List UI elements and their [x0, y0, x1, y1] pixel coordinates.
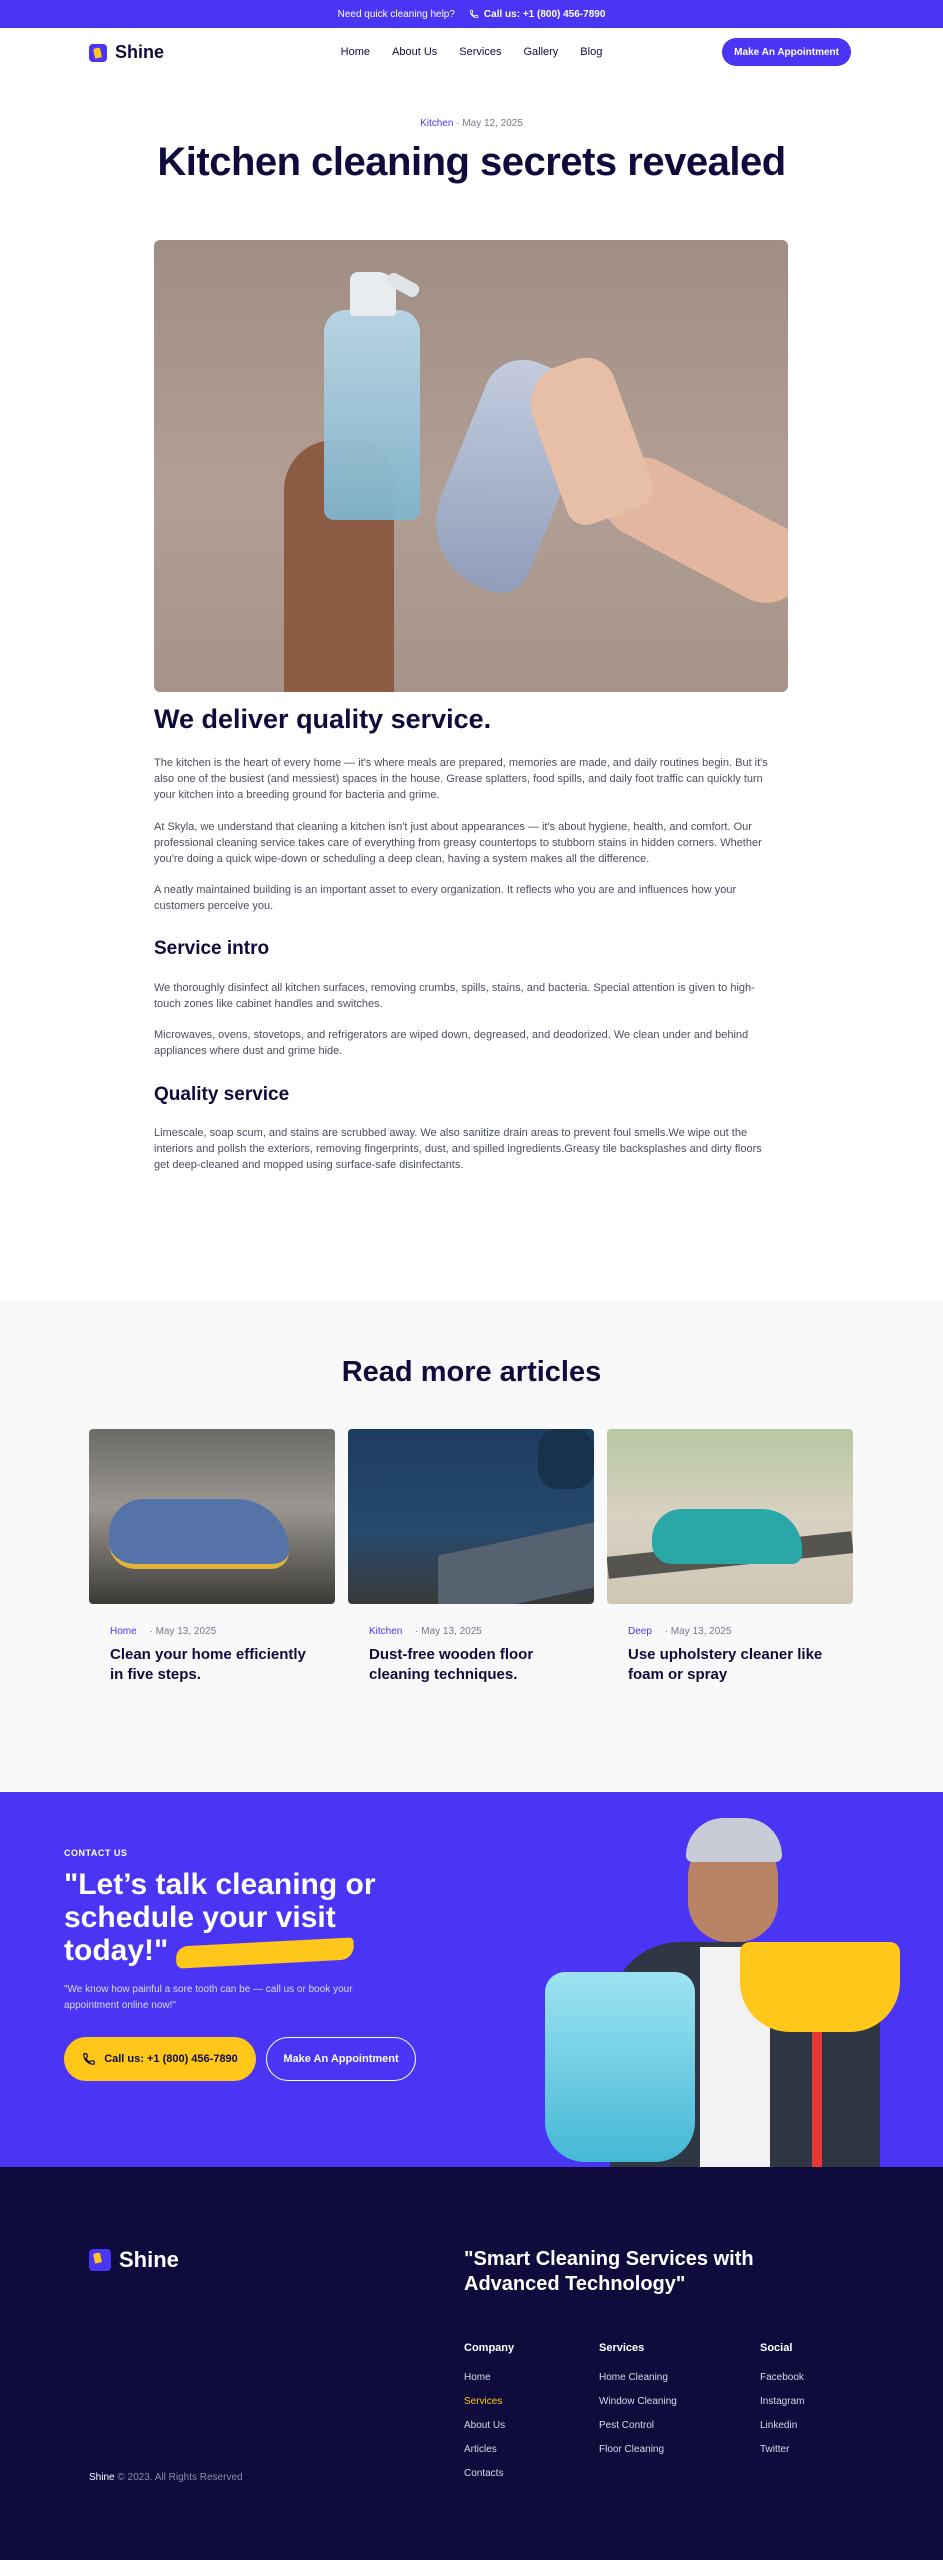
- quality-service-heading: Quality service: [154, 1084, 290, 1105]
- article-paragraph: At Skyla, we understand that cleaning a kitchen isn't just about appearances — it's about hygiene, health, and comfort. Our professional cleaning service takes care of everything from greasy countertops to stubborn stains in hidden corners. Whether you're doing a quick wipe-down or scheduling a deep clean, having a system makes all the difference.: [154, 821, 762, 865]
- meta-separator: ·: [664, 1626, 671, 1637]
- hero-image: [154, 240, 788, 692]
- appointment-button[interactable]: Make An Appointment: [266, 2037, 416, 2081]
- phone-icon: [82, 2052, 96, 2066]
- copyright-text: © 2023. All Rights Reserved: [117, 2472, 243, 2483]
- cleaning-bucket-shape: [545, 1972, 695, 2162]
- footer-link-services[interactable]: Services: [464, 2396, 503, 2407]
- article-card[interactable]: [89, 1429, 335, 1685]
- top-bar-call-text: Call us: +1 (800) 456-7890: [483, 8, 606, 20]
- contact-cta-section: [0, 1792, 943, 2167]
- post-meta: [0, 118, 943, 129]
- nav-item-home[interactable]: Home: [340, 46, 371, 58]
- appointment-button[interactable]: Make An Appointment: [722, 38, 851, 66]
- article-thumbnail: [89, 1429, 335, 1604]
- top-bar-message: Need quick cleaning help?: [337, 8, 455, 20]
- broom-shape: [740, 1942, 900, 2032]
- related-articles-section: [0, 1300, 943, 1792]
- spray-bottle-shape: [324, 310, 420, 520]
- footer-link-pest-control[interactable]: Pest Control: [599, 2420, 655, 2431]
- article-card-category: Home: [110, 1626, 137, 1637]
- footer-link-floor-cleaning[interactable]: Floor Cleaning: [599, 2444, 665, 2455]
- article-thumbnail: [348, 1429, 594, 1604]
- article-card[interactable]: [607, 1429, 853, 1685]
- contact-subtext: "We know how painful a sore tooth can be — call us or book your appointment online now!": [64, 1984, 353, 2011]
- article-card-date: May 13, 2025: [421, 1626, 482, 1637]
- nav-item-gallery[interactable]: Gallery: [523, 46, 559, 58]
- post-category-link[interactable]: Kitchen: [420, 118, 454, 129]
- intro-paragraph: We thoroughly disinfect all kitchen surfaces, removing crumbs, spills, stains, and bacteria. Special attention is given to high-touch zones like cabinet handles and switches.: [154, 982, 755, 1010]
- meta-separator: ·: [149, 1626, 156, 1637]
- article-card-title: Use upholstery cleaner like foam or spray: [628, 1646, 823, 1683]
- call-us-label: Call us: +1 (800) 456-7890: [104, 2053, 238, 2065]
- nav-item-services[interactable]: Services: [459, 46, 502, 58]
- article-card-meta: [607, 1626, 853, 1637]
- top-bar: [0, 0, 943, 28]
- footer-brand-logo[interactable]: [89, 2247, 179, 2273]
- footer-link-facebook[interactable]: Facebook: [760, 2372, 804, 2383]
- brush-logo-icon: [89, 2249, 111, 2271]
- related-articles-title: Read more articles: [341, 1356, 602, 1388]
- service-intro-heading: Service intro: [154, 938, 270, 959]
- footer-quote: "Smart Cleaning Services with Advanced Technology": [464, 2248, 754, 2295]
- article-card-category: Kitchen: [369, 1626, 403, 1637]
- footer-column-services: [599, 2342, 677, 2468]
- article-card-category: Deep: [628, 1626, 652, 1637]
- top-bar-call-link[interactable]: [469, 9, 605, 20]
- footer-link-home[interactable]: Home: [464, 2372, 491, 2383]
- footer-link-contacts[interactable]: Contacts: [464, 2468, 504, 2479]
- quality-paragraph: Limescale, soap scum, and stains are scrubbed away. We also sanitize drain areas to prevent foul smells.We wipe out the interiors and polish the exteriors, removing fingerprints, dust, and spilled ingredients.Greasy tile backsplashes and dirty floors get deep-cleaned and mopped using surface-safe disinfectants.: [154, 1127, 762, 1171]
- footer-column-company: [464, 2342, 514, 2492]
- copyright: [89, 2472, 243, 2483]
- copyright-brand: Shine: [89, 2472, 115, 2483]
- article-card-meta: [89, 1626, 335, 1637]
- brand-name: Shine: [115, 42, 165, 62]
- footer-link-home-cleaning[interactable]: Home Cleaning: [599, 2372, 668, 2383]
- intro-paragraph: Microwaves, ovens, stovetops, and refrigerators are wiped down, degreased, and deodorized. We clean under and behind appliances where dust and grime hide.: [154, 1029, 749, 1057]
- footer-brand-name: Shine: [119, 2247, 179, 2272]
- footer-link-twitter[interactable]: Twitter: [760, 2444, 790, 2455]
- footer-column-heading: Social: [760, 2342, 793, 2354]
- contact-eyebrow: CONTACT US: [64, 1848, 128, 1858]
- article-card-date: May 13, 2025: [155, 1626, 217, 1637]
- meta-separator: ·: [415, 1626, 422, 1637]
- post-date: May 12, 2025: [462, 118, 523, 129]
- footer-column-social: [760, 2342, 804, 2468]
- worker-cap-shape: [686, 1818, 782, 1862]
- footer-link-window-cleaning[interactable]: Window Cleaning: [599, 2396, 677, 2407]
- article-thumbnail: [607, 1429, 853, 1604]
- article-card-title: Clean your home efficiently in five steps.: [110, 1646, 306, 1683]
- footer-link-about[interactable]: About Us: [464, 2420, 506, 2431]
- meta-separator: ·: [456, 118, 463, 129]
- article-card-date: May 13, 2025: [670, 1626, 732, 1637]
- nav-item-blog[interactable]: Blog: [580, 46, 603, 58]
- article-paragraph: A neatly maintained building is an important asset to every organization. It reflects who you are and influences how your customers perceive you.: [154, 884, 737, 912]
- article-heading: We deliver quality service.: [154, 704, 492, 734]
- footer-link-linkedin[interactable]: Linkedin: [760, 2420, 798, 2431]
- phone-icon: [469, 9, 479, 19]
- call-us-button[interactable]: [64, 2037, 256, 2081]
- post-title: Kitchen cleaning secrets revealed: [157, 140, 786, 184]
- footer-column-heading: Company: [464, 2342, 515, 2354]
- footer-link-articles[interactable]: Articles: [464, 2444, 497, 2455]
- nav-item-about[interactable]: About Us: [392, 46, 438, 58]
- contact-headline: "Let’s talk cleaning or schedule your visit today!": [64, 1868, 376, 1967]
- footer-column-heading: Services: [599, 2342, 645, 2354]
- article-card-title: Dust-free wooden floor cleaning techniques.: [369, 1646, 534, 1683]
- main-navigation: [0, 28, 943, 76]
- article-card-meta: [348, 1626, 594, 1637]
- footer-link-instagram[interactable]: Instagram: [760, 2396, 805, 2407]
- site-footer: [0, 2167, 943, 2560]
- article-card[interactable]: [348, 1429, 594, 1685]
- article-paragraph: The kitchen is the heart of every home — it's where meals are prepared, memories are made, and daily routines begin. But it's also one of the busiest (and messiest) spaces in the house. Grease splatters, food spills, and daily foot traffic can quickly turn your kitchen into a breeding ground for bacteria and grime.: [154, 757, 768, 801]
